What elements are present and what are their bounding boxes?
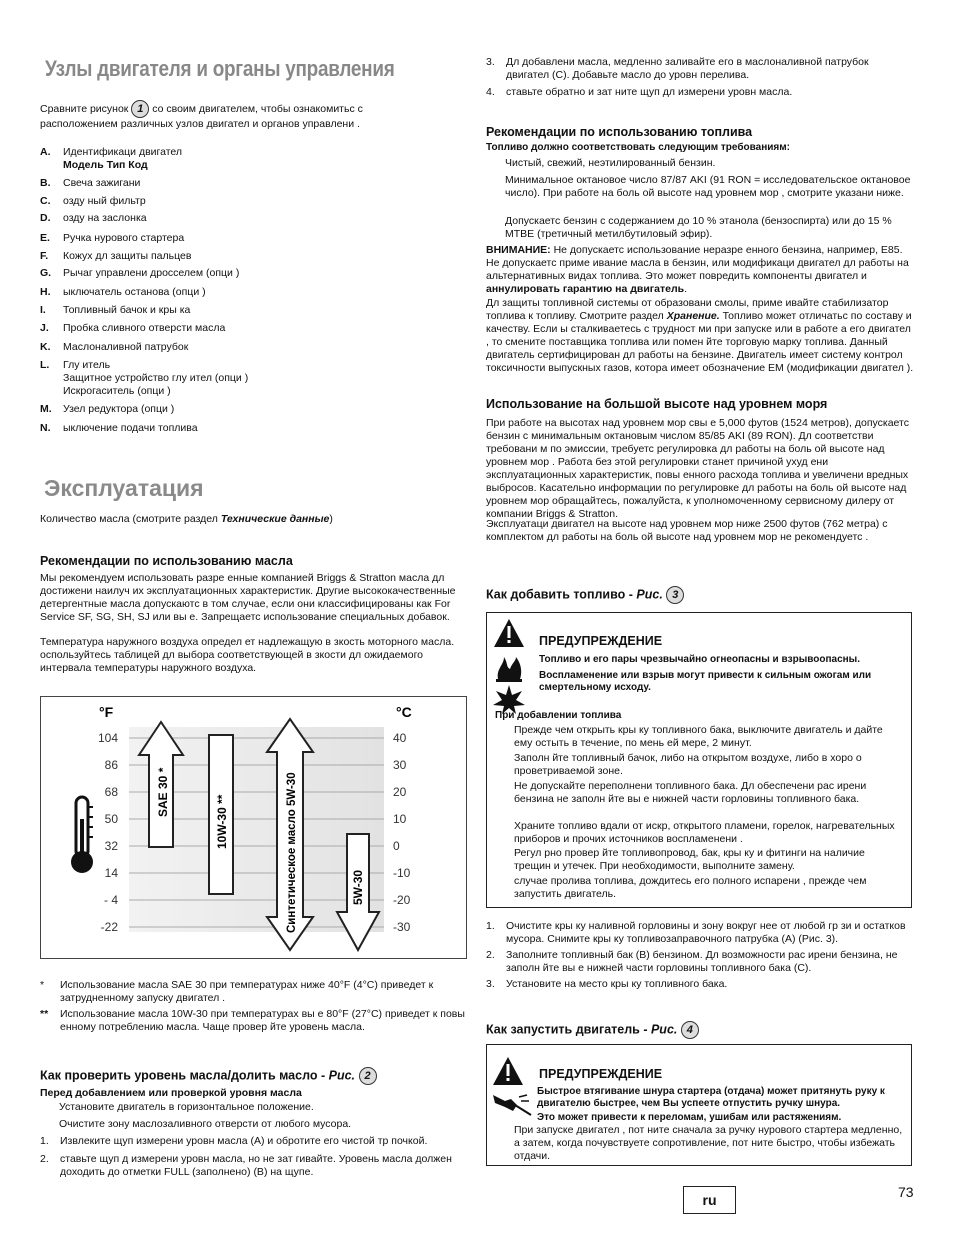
parts-list-line: озду ный фильтр [63,195,146,207]
parts-list-line: Кожух дл защиты пальцев [63,250,192,262]
figure-4-callout: 4 [681,1021,699,1039]
parts-list-line: Пробка сливного отверсти масла [63,322,226,334]
fuel-requirements-subheading: Топливо должно соответствовать следующим требованиям: [486,142,790,153]
section-title-engine-parts: Узлы двигателя и органы управления [45,56,395,81]
fuel-req-octane: Минимальное октановое число 87/87 AKI (91 RON = исследовательское октановое число). При работе на боль ой высоте над уровнем мор , смотрите указани ниже. [505,174,911,200]
high-altitude-heading: Использование на большой высоте над уровнем моря [486,397,828,411]
fuel-warning-item-4: Храните топливо вдали от искр, открытого пламени, горелок, нагревательных приборов и прочих источников воспламенени . [514,820,895,846]
10w30-range-bar [209,735,233,894]
start-warning-box [486,1044,912,1166]
parts-list-key: A. [40,146,51,158]
figure-3-callout: 3 [666,586,684,604]
fuel-warning-subheading: При добавлении топлива [495,710,622,721]
fahrenheit-tick-label: 68 [104,785,118,799]
oil-temperature-text: Температура наружного воздуха определ ет надлежащую в зкость моторного масла. оспользуйтесь таблицей дл выбора соответствующей в зкости дл ожидаемого интервала температуры наружного воздуха. [40,636,455,675]
parts-list-text [63,177,463,190]
start-warning-title: ПРЕДУПРЕЖДЕНИЕ [539,1067,663,1081]
fahrenheit-tick-label: -22 [100,920,118,934]
parts-list-text [63,250,463,263]
celsius-tick-label: 40 [393,731,407,745]
fuel-warning-item-3: Не допускайте переполнени топливного бака. Дл обеспечени рас ирени бензина не заполн йте вы е нижней части горловины топливного бака. [514,780,867,806]
fahrenheit-label: °F [99,704,114,720]
parts-list-subline: Защитное устройство глу ител (опци ) [63,371,249,384]
parts-list-text [63,304,463,317]
fuel-req-ethanol: Допускаетс бензин с содержанием до 10 % этанола (бензоспирта) или до 15 % MTBE (третичный метилбутиловый эфир). [505,215,892,241]
fuel-warning-item-6: случае пролива топлива, дождитесь его полного испарени , прежде чем запустить двигатель. [514,875,867,901]
parts-list-text [63,322,463,335]
parts-list-key: G. [40,267,52,279]
fuel-warning-box [486,612,912,908]
page-number: 73 [898,1184,914,1200]
fuel-warning-item-5: Регул рно провер йте топливопровод, бак, кры ку и фитинги на наличие трещин и утечек. При необходимости, выполните замену. [514,847,865,873]
parts-list-text [63,359,463,397]
high-altitude-text-1: При работе на высотах над уровнем мор свы е 5,000 футов (1524 метров), допускаетс бензин с минимальным октановым числом 85/85 AKI (89 RON). Дл соответстви требовани м по эмиссии, требуетс регулировка дл работы на боль ой высоте над уровнем мор . Работа без этой регулировки станет причиной ухуд ени эксплуатационных характеристик, повы енного расхода топлива и увеличени вредных выбросов. Касательно информации по регулировке дл работы на боль ой высоте над уровнем мор обращайтесь, пожалуйста, к уполномоченному сервисному дилеру от компании Briggs & Stratton. [486,417,909,521]
fuel-warning-item-2: Заполн йте топливный бачок, либо на открытом воздухе, либо в хоро о проветриваемой зоне. [514,752,862,778]
fire-icon [496,657,522,682]
parts-list-line: озду на заслонка [63,212,147,224]
fuel-stabilizer-text: Дл защиты топливной системы от образовани смолы, приме ивайте стабилизатор топлива к топливу. Смотрите раздел Хранение. Топливо может отличатьс по составу и качеству. Если ы сталкиваетесь с трудност ми при запуске или в работе а его двигател , то смените поставщика топлива или помен йте торговую марку топлива. Данный двигатель сертифицирован дл работы на бензине. Двигатель имеет систему контрол токсичности выпускных газов, котора имеет обозначение EM (модификации двигател ). [486,297,914,375]
fuel-warning-item-1: Прежде чем открыть кры ку топливного бака, выключите двигатель и дайте ему остыть в течение, по мень ей мере, 2 минут. [514,724,883,750]
warning-hazard-icons [492,617,526,715]
oil-viscosity-chart [40,696,467,959]
parts-list-text [63,232,463,245]
celsius-ticks [393,731,411,934]
fahrenheit-tick-label: 14 [104,866,118,880]
parts-list-text [63,341,463,354]
start-warning-text: При запуске двигател , пот ните сначала за ручку нурового стартера медленно, а затем, когда почувствуете сопротивление, пот ните быстро, чтобы избежать отдачи. [514,1124,903,1163]
parts-list-key: H. [40,286,51,298]
parts-list-line: Идентификаци двигател [63,146,183,158]
figure-1-callout: 1 [131,100,149,118]
parts-list-key: L. [40,359,50,371]
parts-list-text [63,267,463,280]
high-altitude-text-2: Эксплуатаци двигател на высоте над уровнем мор ниже 2500 футов (762 метра) с комплектом дл работы на боль ой высоте над уровнем мор не рекомендуетс . [486,518,888,544]
fahrenheit-tick-label: - 4 [103,893,118,907]
parts-list-line: Узел редуктора (опци ) [63,403,175,415]
celsius-tick-label: 30 [393,758,407,772]
check-oil-subheading: Перед добавлением или проверкой уровня масла [40,1087,302,1099]
parts-list-key: C. [40,195,51,207]
parts-list-line: ыключение подачи топлива [63,422,198,434]
fahrenheit-tick-label: 32 [104,839,118,853]
start-warning-line-2: Это может привести к переломам, ушибам или растяжениям. [537,1112,842,1123]
fuel-warning-title: ПРЕДУПРЕЖДЕНИЕ [539,634,663,648]
celsius-tick-label: -20 [393,893,411,907]
parts-list-key: J. [40,322,49,334]
oil-recommendations-text: Мы рекомендуем использовать разре енные компанией Briggs & Stratton масла дл достижени наилуч их эксплуатационных характеристик. Другие высококачественные детергентные масла допускаютс в том случае, если они классифицированы как For Service SF, SG, SH, SJ или вы е. Запрещаетс использование специальных добавок. [40,572,456,624]
parts-list-key: F. [40,250,49,262]
check-oil-heading: Как проверить уровень масла/долить масло - Рис. 2 [40,1067,377,1085]
recoil-hand-icon [493,1095,531,1115]
parts-list-key: M. [40,403,52,415]
10w30-label: 10W-30 ** [215,794,229,849]
parts-list-key: I. [40,304,46,316]
parts-list-text [63,212,463,225]
fahrenheit-ticks [98,731,118,934]
oil-quantity-note: Количество масла (смотрите раздел Технические данные) [40,513,333,525]
figure-2-callout: 2 [359,1067,377,1085]
fuel-attention-note: ВНИМАНИЕ: Не допускаетс использование неразре енного бензина, например, E85. Не допускаетс приме ивание масла в бензин, или модификаци двигател дл работы на альтернативных видах топлива. Это может повредить компоненты двигател и аннулировать гарантию на двигатель. [486,244,909,296]
parts-list-text [63,146,463,172]
5w30-label: 5W-30 [351,869,365,905]
parts-list-line: Топливный бачок и кры ка [63,304,191,316]
check-oil-item-clean: Очистите зону маслозаливного отверсти от любого мусора. [59,1118,352,1130]
thermometer-icon [71,797,93,873]
fahrenheit-tick-label: 104 [97,731,118,745]
warning-hazard-icons-2 [491,1055,533,1121]
section-title-operation: Эксплуатация [44,475,204,501]
fahrenheit-tick-label: 50 [104,812,118,826]
fuel-recommendations-heading: Рекомендации по использованию топлива [486,125,753,139]
parts-list-text [63,403,463,416]
parts-list-key: E. [40,232,50,244]
celsius-tick-label: -10 [393,866,411,880]
fuel-warning-line-2: Воспламенение или взрыв могут привести к сильным ожогам или смертельному исходу. [539,670,872,694]
parts-list-key: K. [40,341,51,353]
parts-list-key: D. [40,212,51,224]
oil-viscosity-svg [41,697,468,960]
celsius-tick-label: -30 [393,920,411,934]
parts-list-subline: Модель Тип Код [63,158,148,171]
check-oil-item-level: Установите двигатель в горизонтальное положение. [59,1101,314,1113]
sae30-label: SAE 30 * [156,767,170,817]
parts-list-key: N. [40,422,51,434]
parts-list-key: B. [40,177,51,189]
celsius-tick-label: 20 [393,785,407,799]
oil-recommendations-heading: Рекомендации по использованию масла [40,554,293,568]
language-badge: ru [683,1186,736,1214]
parts-list-line: Ручка нурового стартера [63,232,185,244]
parts-list-line: Рычаг управлени дросселем (опци ) [63,267,240,279]
parts-list-subline: Искрогаситель (опци ) [63,384,171,397]
parts-list-text [63,195,463,208]
celsius-tick-label: 0 [393,839,400,853]
fuel-warning-line-1: Топливо и его пары чрезвычайно огнеопасны и взрывоопасны. [539,654,860,665]
synthetic-label: Синтетическое масло 5W-30 [286,772,298,933]
start-warning-line-1: Быстрое втягивание шнура стартера (отдача) может притянуть руку к двигателю быстрее, чем Вы успеете отпустить ручку шнура. [537,1086,885,1110]
fahrenheit-tick-label: 86 [104,758,118,772]
celsius-label: °C [396,704,412,720]
parts-list-line: Маслоналивной патрубок [63,341,189,353]
start-engine-heading: Как запустить двигатель - Рис. 4 [486,1021,699,1039]
parts-list-line: Глу итель [63,359,111,371]
parts-list-line: ыключатель останова (опци ) [63,286,206,298]
parts-list-text [63,286,463,299]
parts-list-line: Свеча зажигани [63,177,141,189]
parts-list-text [63,422,463,435]
intro-text: Сравните рисунок 1 со своим двигателем, чтобы ознакомитьс с расположением различных узлов двигател и органов управлени . [40,100,468,131]
add-fuel-heading: Как добавить топливо - Рис. 3 [486,586,684,604]
fuel-req-clean: Чистый, свежий, неэтилированный бензин. [505,157,716,169]
celsius-tick-label: 10 [393,812,407,826]
